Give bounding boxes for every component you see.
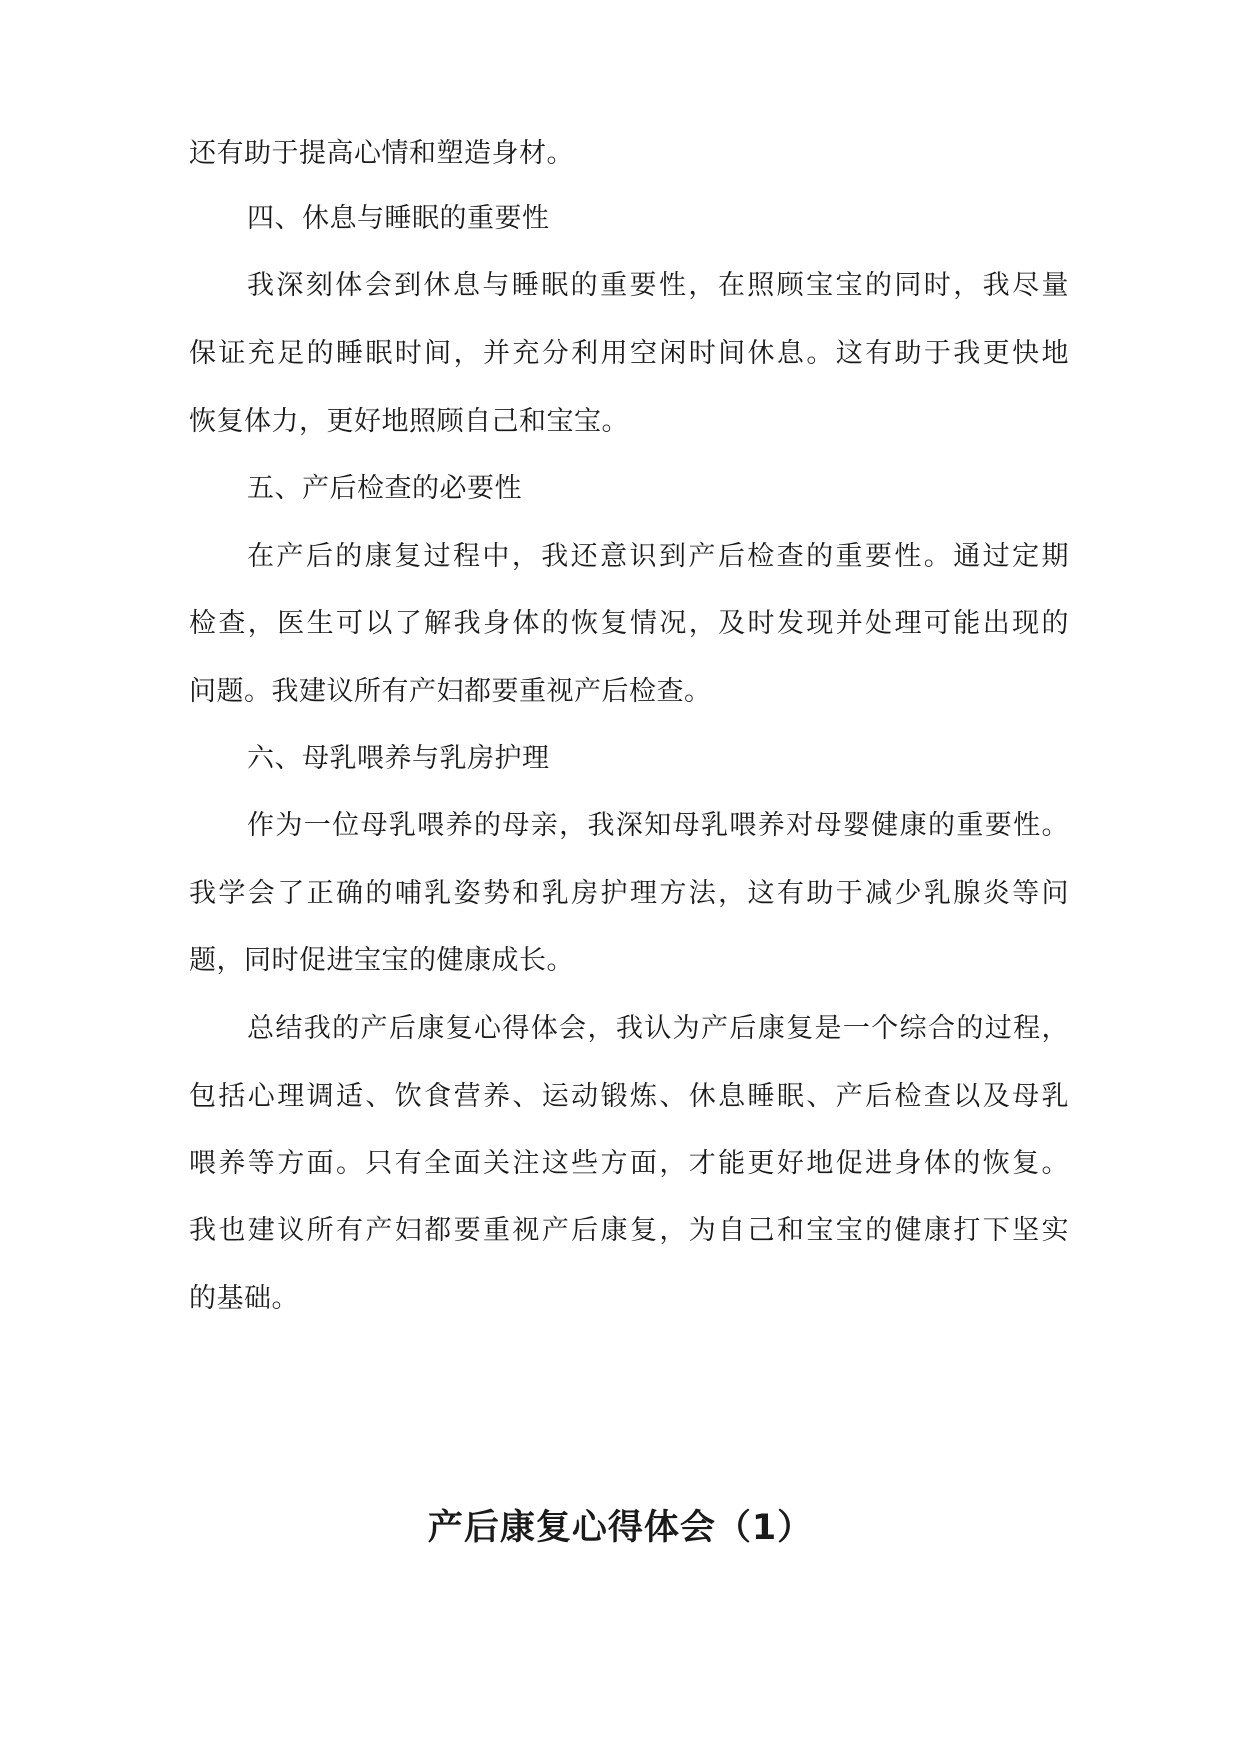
paragraph-line: 检查，医生可以了解我身体的恢复情况，及时发现并处理可能出现的	[189, 608, 1069, 639]
paragraph-line: 的基础。	[189, 1283, 299, 1314]
paragraph-line: 问题。我建议所有产妇都要重视产后检查。	[189, 676, 712, 707]
section-heading-breastfeeding: 六、母乳喂养与乳房护理	[247, 743, 550, 774]
paragraph-line: 我深刻体会到休息与睡眠的重要性，在照顾宝宝的同时，我尽量	[247, 270, 1069, 301]
paragraph-line: 在产后的康复过程中，我还意识到产后检查的重要性。通过定期	[247, 541, 1069, 572]
section-heading-postpartum-checkup: 五、产后检查的必要性	[247, 473, 522, 504]
section-heading-rest-sleep: 四、休息与睡眠的重要性	[247, 203, 550, 234]
paragraph-line: 保证充足的睡眠时间，并充分利用空闲时间休息。这有助于我更快地	[189, 338, 1069, 369]
paragraph-line: 包括心理调适、饮食营养、运动锻炼、休息睡眠、产后检查以及母乳	[189, 1081, 1069, 1112]
paragraph-line: 我学会了正确的哺乳姿势和乳房护理方法，这有助于减少乳腺炎等问	[189, 878, 1069, 909]
paragraph-line: 总结我的产后康复心得体会，我认为产后康复是一个综合的过程，	[247, 1013, 1069, 1044]
next-article-title: 产后康复心得体会（1）	[427, 1508, 814, 1548]
paragraph-line: 还有助于提高心情和塑造身材。	[189, 138, 574, 169]
paragraph-line: 作为一位母乳喂养的母亲，我深知母乳喂养对母婴健康的重要性。	[247, 810, 1069, 841]
paragraph-line: 我也建议所有产妇都要重视产后康复，为自己和宝宝的健康打下坚实	[189, 1215, 1069, 1246]
paragraph-line: 恢复体力，更好地照顾自己和宝宝。	[189, 406, 629, 437]
paragraph-line: 喂养等方面。只有全面关注这些方面，才能更好地促进身体的恢复。	[189, 1148, 1069, 1179]
paragraph-line: 题，同时促进宝宝的健康成长。	[189, 945, 574, 976]
